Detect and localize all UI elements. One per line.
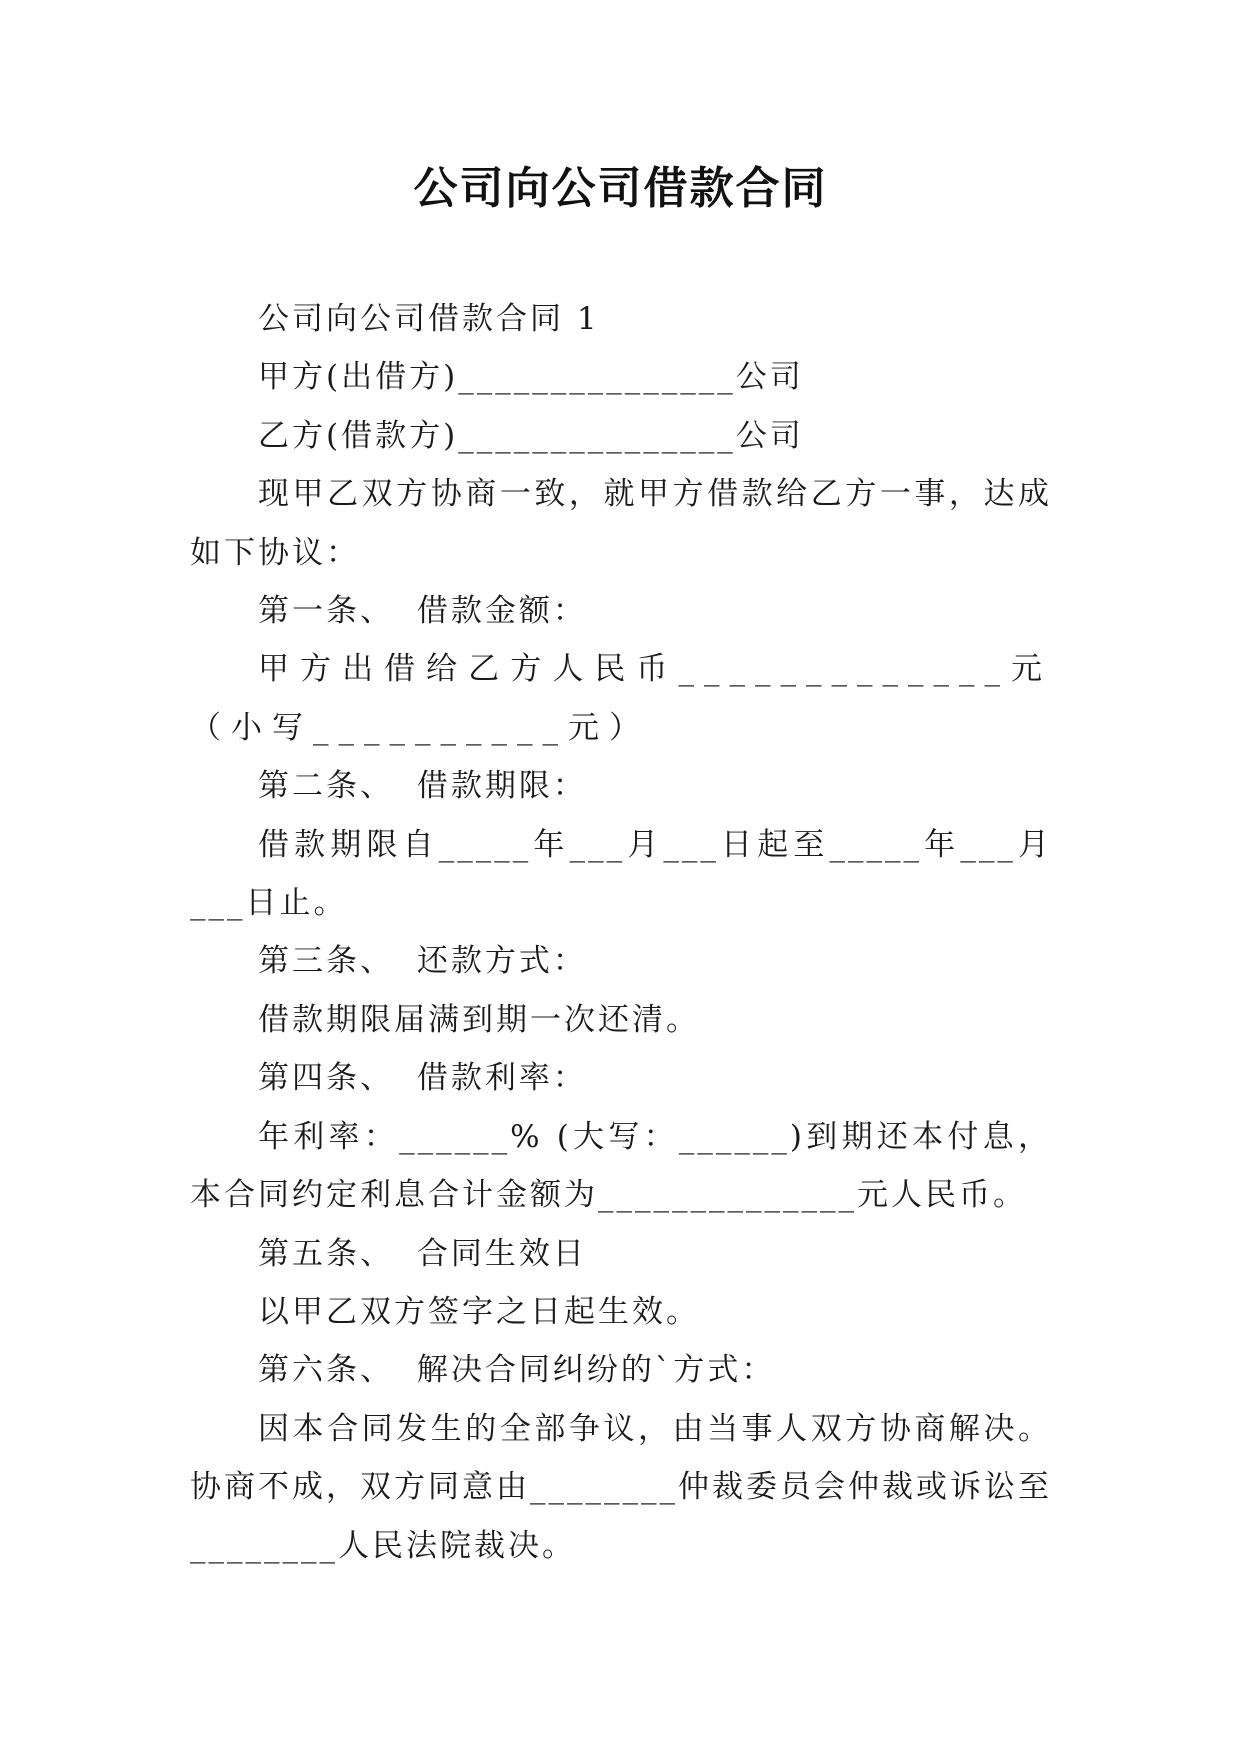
article-6-body: 因本合同发生的全部争议，由当事人双方协商解决。协商不成，双方同意由________仲裁委员会仲裁或诉讼至________人民法院裁决。 <box>190 1410 1052 1564</box>
party-a-line: 甲方(出借方)_______________公司 <box>258 359 804 396</box>
document-body <box>190 290 1052 1575</box>
article-2-heading: 第二条、 借款期限： <box>258 768 587 805</box>
preamble-paragraph: 现甲乙双方协商一致，就甲方借款给乙方一事，达成如下协议： <box>190 476 1052 571</box>
article-4-heading: 第四条、 借款利率： <box>258 1060 587 1097</box>
contract-subtitle: 公司向公司借款合同 1 <box>258 301 600 337</box>
article-6-heading: 第六条、 解决合同纠纷的`方式： <box>258 1352 776 1389</box>
article-5-heading: 第五条、 合同生效日 <box>258 1235 587 1272</box>
article-2-body: 借款期限自_____年___月___日起至_____年___月___日止。 <box>190 826 1052 922</box>
article-3-heading: 第三条、 还款方式： <box>258 943 587 980</box>
party-b-line: 乙方(借款方)_______________公司 <box>258 417 804 454</box>
article-1-body: 甲方出借给乙方人民币_____________元（小写__________元） <box>190 651 1052 746</box>
article-1-heading: 第一条、 借款金额： <box>258 593 587 630</box>
article-4-body: 年利率：______% (大写：______)到期还本付息，本合同约定利息合计金额为______________元人民币。 <box>190 1118 1052 1214</box>
article-5-body: 以甲乙双方签字之日起生效。 <box>258 1293 700 1330</box>
article-3-body: 借款期限届满到期一次还清。 <box>258 1001 700 1038</box>
document-title: 公司向公司借款合同 <box>413 163 828 214</box>
